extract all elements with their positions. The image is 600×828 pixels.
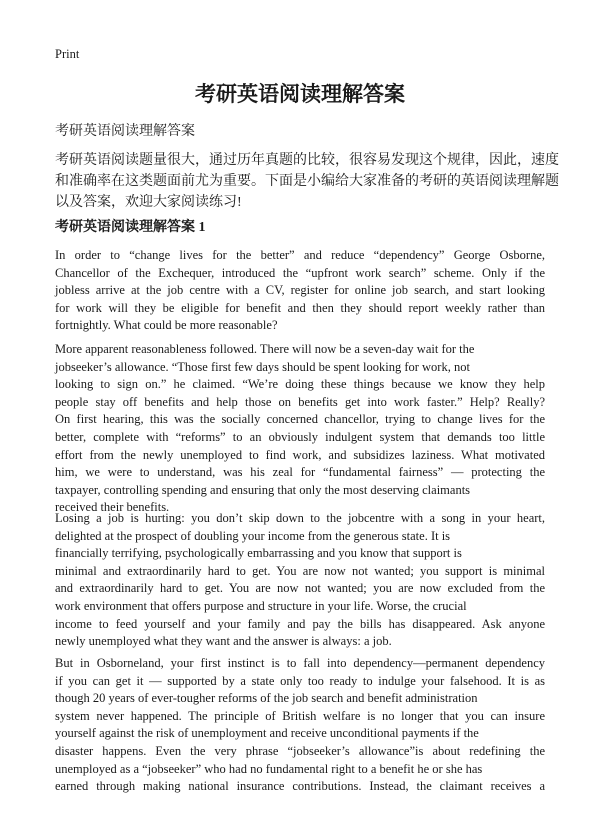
text-line: work environment that offers purpose and structure in your life. Worse, the crucial — [55, 598, 467, 613]
text-line: In order to “change lives for the better” and reduce “dependency” George Osborne, — [55, 248, 545, 262]
text-line: for work will they be eligible for benefit and then they should report weekly rather than — [55, 300, 545, 315]
text-line: received their benefits. — [55, 500, 170, 515]
text-line: looking to sign on.” he claimed. “We’re doing these things because we know they help — [55, 377, 545, 392]
intro-paragraph — [55, 150, 559, 213]
intro-line: 考研英语阅读题量很大，通过历年真题的比较，很容易发现这个规律，因此，速度 — [55, 153, 559, 168]
text-line: though 20 years of ever-tougher reforms of the job search and benefit administration — [55, 691, 478, 706]
print-label[interactable]: Print — [55, 47, 80, 61]
paragraph-4 — [55, 655, 545, 796]
text-line: system never happened. The principle of British welfare is no longer that you can insure — [55, 708, 545, 723]
subtitle: 考研英语阅读理解答案 — [55, 124, 195, 139]
text-line: On first hearing, this was the socially concerned chancellor, trying to change lives for the — [55, 412, 545, 427]
text-line: Chancellor of the Exchequer, introduced the “upfront work search” scheme. Only if the — [55, 265, 545, 280]
paragraph-1 — [55, 247, 545, 335]
text-line: Losing a job is hurting: you don’t skip down to the jobcentre with a song in your heart, — [55, 511, 545, 525]
paragraph-3 — [55, 510, 545, 651]
text-line: More apparent reasonableness followed. There will now be a seven-day wait for the — [55, 342, 475, 356]
text-line: yourself against the risk of unemployment and receive unconditional payments if the — [55, 726, 479, 741]
text-line: taxpayer, controlling spending and ensuring that only the most deserving claimants — [55, 482, 471, 497]
text-line: fortnightly. What could be more reasonable? — [55, 318, 278, 333]
intro-line: 和准确率在这类题面前尤为重要。下面是小编给大家准备的考研的英语阅读理解题 — [55, 174, 559, 189]
text-line: effort from the newly unemployed to find work, and subsidizes laziness. What motivated — [55, 447, 545, 462]
text-line: income to feed yourself and your family and pay the bills has disappeared. Ask anyone — [55, 616, 545, 631]
text-line: earned through making national insurance contributions. Instead, the claimant receives a — [55, 779, 545, 794]
text-line: newly unemployed what they want and the answer is always: a job. — [55, 634, 392, 649]
text-line: financially terrifying, psychologically embarrassing and you know that support is — [55, 546, 462, 561]
intro-line: 以及答案，欢迎大家阅读练习! — [55, 195, 242, 210]
text-line: him, we were to understand, was his zeal for “fundamental fairness” — protecting the — [55, 465, 545, 480]
text-line: people stay off benefits and help those on benefits get into work faster.” Help? Really? — [55, 394, 545, 409]
text-line: disaster happens. Even the very phrase “jobseeker’s allowance”is about redefining the — [55, 743, 545, 758]
text-line: and extraordinarily hard to get. You are now not wanted; you are now excluded from the — [55, 581, 545, 596]
text-line: if you can get it — supported by a state only too ready to indulge your falsehood. It is as — [55, 673, 545, 688]
text-line: unemployed as a “jobseeker” who had no fundamental right to a benefit he or she has — [55, 761, 483, 776]
section-heading: 考研英语阅读理解答案 1 — [55, 220, 206, 235]
text-line: better, complete with “reforms” to an obviously indulgent system that demands too little — [55, 429, 545, 444]
paragraph-2 — [55, 341, 545, 517]
text-line: minimal and extraordinarily hard to get. You are now not wanted; you support is minimal — [55, 563, 545, 578]
text-line: jobless arrive at the job centre with a CV, register for online job search, and start looking — [55, 283, 545, 298]
text-line: But in Osborneland, your first instinct is to fall into dependency—permanent dependency — [55, 656, 545, 670]
page-title: 考研英语阅读理解答案 — [195, 82, 405, 106]
text-line: jobseeker’s allowance. “Those first few days should be spent looking for work, not — [55, 359, 470, 374]
text-line: delighted at the prospect of doubling your income from the generous state. It is — [55, 528, 451, 543]
